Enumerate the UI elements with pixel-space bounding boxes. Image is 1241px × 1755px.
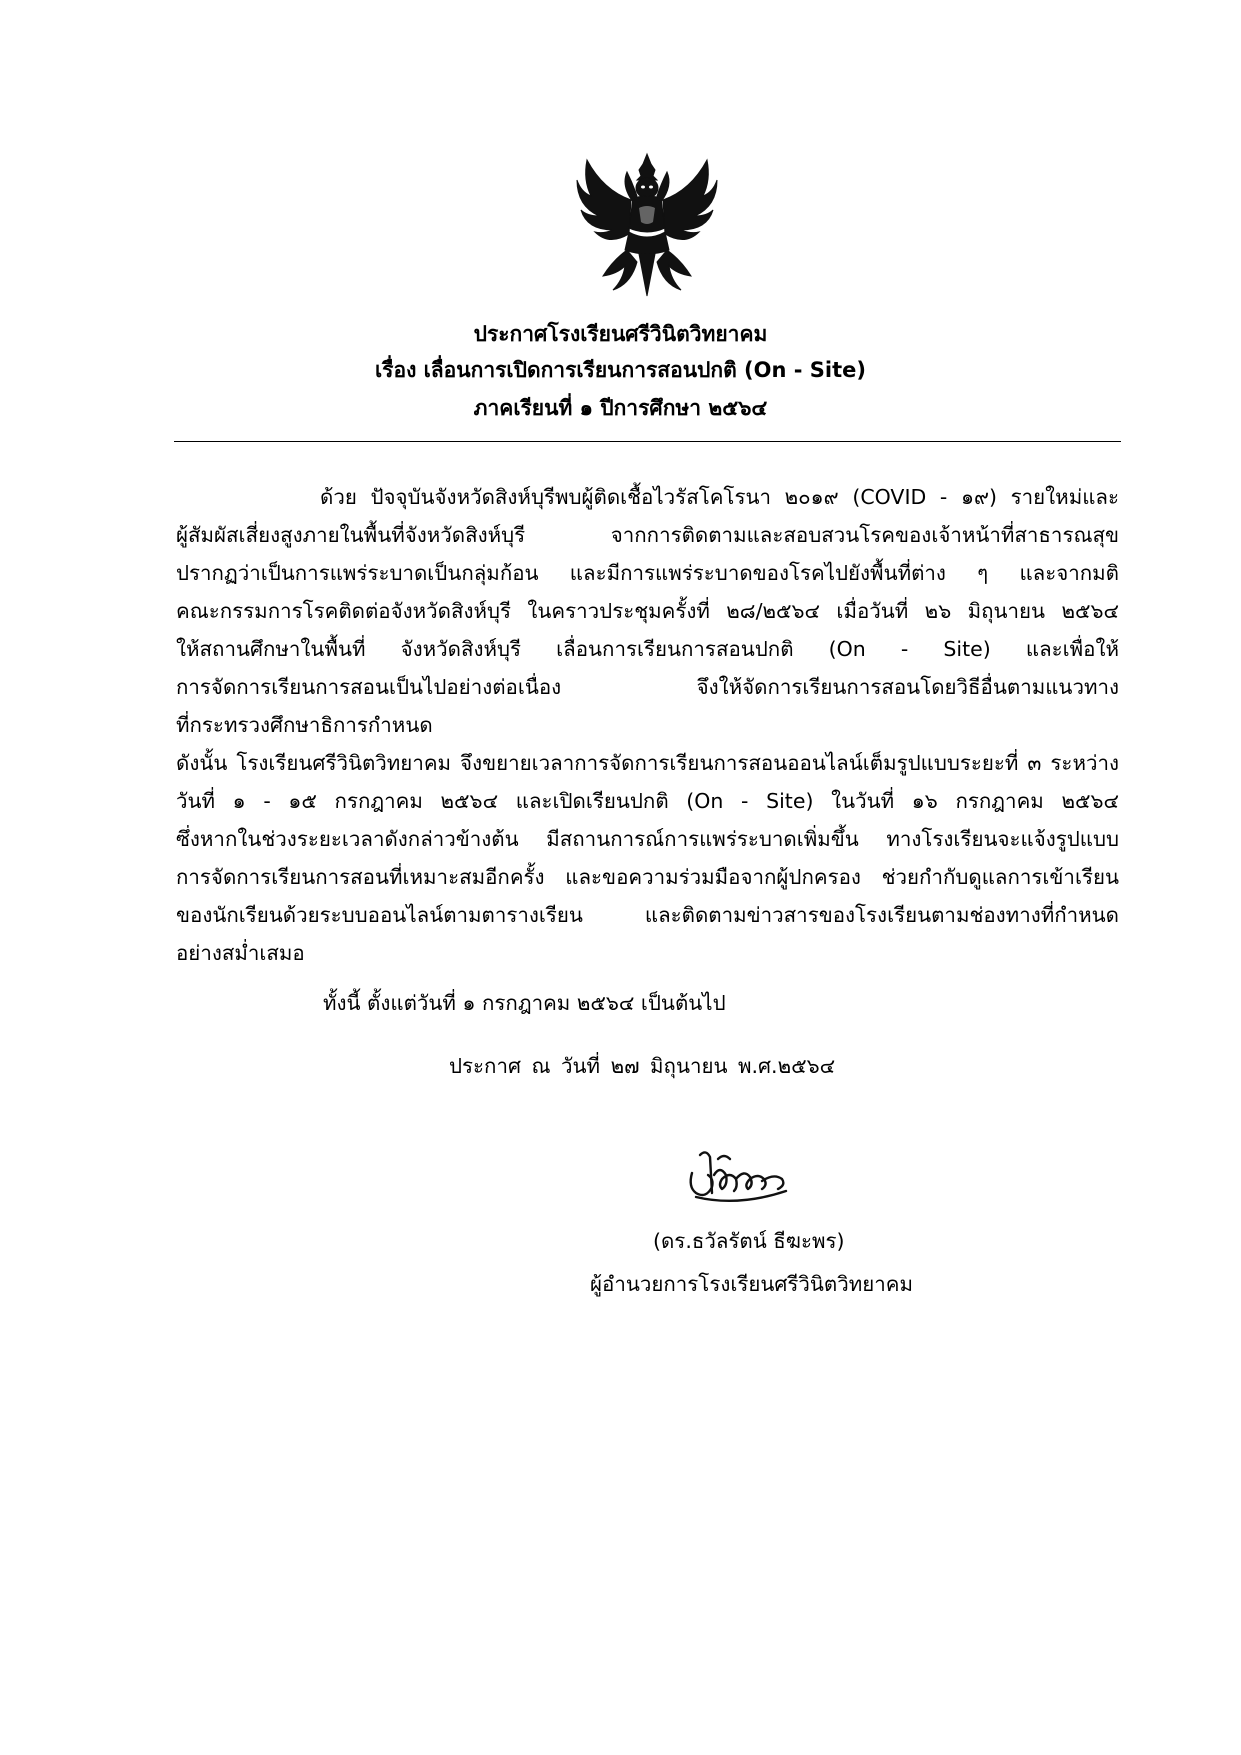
announcement-date: ประกาศ ณ วันที่ ๒๗ มิถุนายน พ.ศ.๒๕๖๔ [449, 1054, 836, 1078]
body-line: อย่างสม่ำเสมอ [176, 941, 305, 965]
handwritten-signature-icon [678, 1135, 798, 1215]
body-line: ที่กระทรวงศึกษาธิการกำหนด [176, 713, 433, 737]
body-line: ด้วย ปัจจุบันจังหวัดสิงห์บุรีพบผู้ติดเชื้อไวรัสโคโรนา ๒๐๑๙ (COVID - ๑๙) รายใหม่และ [320, 485, 1119, 509]
body-line: ผู้สัมผัสเสี่ยงสูงภายในพื้นที่จังหวัดสิงห์บุรี จากการติดตามและสอบสวนโรคของเจ้าหน้าที่สาธารณสุข [176, 523, 1119, 547]
garuda-emblem-icon [573, 150, 721, 298]
signatory-name: (ดร.ธวัลรัตน์ ธีฆะพร) [653, 1229, 845, 1253]
body-line: ปรากฏว่าเป็นการแพร่ระบาดเป็นกลุ่มก้อน และมีการแพร่ระบาดของโรคไปยังพื้นที่ต่าง ๆ และจากมติ [176, 561, 1119, 585]
body-line: วันที่ ๑ - ๑๕ กรกฎาคม ๒๕๖๔ และเปิดเรียนปกติ (On - Site) ในวันที่ ๑๖ กรกฎาคม ๒๕๖๔ [176, 789, 1119, 813]
announcement-term: ภาคเรียนที่ ๑ ปีการศึกษา ๒๕๖๔ [473, 396, 768, 420]
body-line: คณะกรรมการโรคติดต่อจังหวัดสิงห์บุรี ในคราวประชุมครั้งที่ ๒๘/๒๕๖๔ เมื่อวันที่ ๒๖ มิถุนายน ๒๕๖๔ [176, 599, 1119, 623]
body-line: ให้สถานศึกษาในพื้นที่ จังหวัดสิงห์บุรี เลื่อนการเรียนการสอนปกติ (On - Site) และเพื่อให้ [176, 637, 1119, 661]
signatory-position: ผู้อำนวยการโรงเรียนศรีวินิตวิทยาคม [590, 1272, 914, 1296]
announcement-subject: เรื่อง เลื่อนการเปิดการเรียนการสอนปกติ (On - Site) [375, 358, 866, 382]
body-line: ซึ่งหากในช่วงระยะเวลาดังกล่าวข้างต้น มีสถานการณ์การแพร่ระบาดเพิ่มขึ้น ทางโรงเรียนจะแจ้งรูปแบบ [176, 827, 1119, 851]
body-line: ดังนั้น โรงเรียนศรีวินิตวิทยาคม จึงขยายเวลาการจัดการเรียนการสอนออนไลน์เต็มรูปแบบระยะที่ ๓ ระหว่าง [176, 751, 1119, 775]
body-line: การจัดการเรียนการสอนเป็นไปอย่างต่อเนื่อง จึงให้จัดการเรียนการสอนโดยวิธีอื่นตามแนวทาง [176, 675, 1119, 699]
announcement-title: ประกาศโรงเรียนศรีวินิตวิทยาคม [473, 322, 768, 346]
header-divider [174, 441, 1121, 442]
body-line: ของนักเรียนด้วยระบบออนไลน์ตามตารางเรียน และติดตามข่าวสารของโรงเรียนตามช่องทางที่กำหนด [176, 903, 1119, 927]
body-line: การจัดการเรียนการสอนที่เหมาะสมอีกครั้ง และขอความร่วมมือจากผู้ปกครอง ช่วยกำกับดูแลการเข้าเรียน [176, 865, 1119, 889]
effective-date: ทั้งนี้ ตั้งแต่วันที่ ๑ กรกฎาคม ๒๕๖๔ เป็นต้นไป [323, 991, 726, 1015]
